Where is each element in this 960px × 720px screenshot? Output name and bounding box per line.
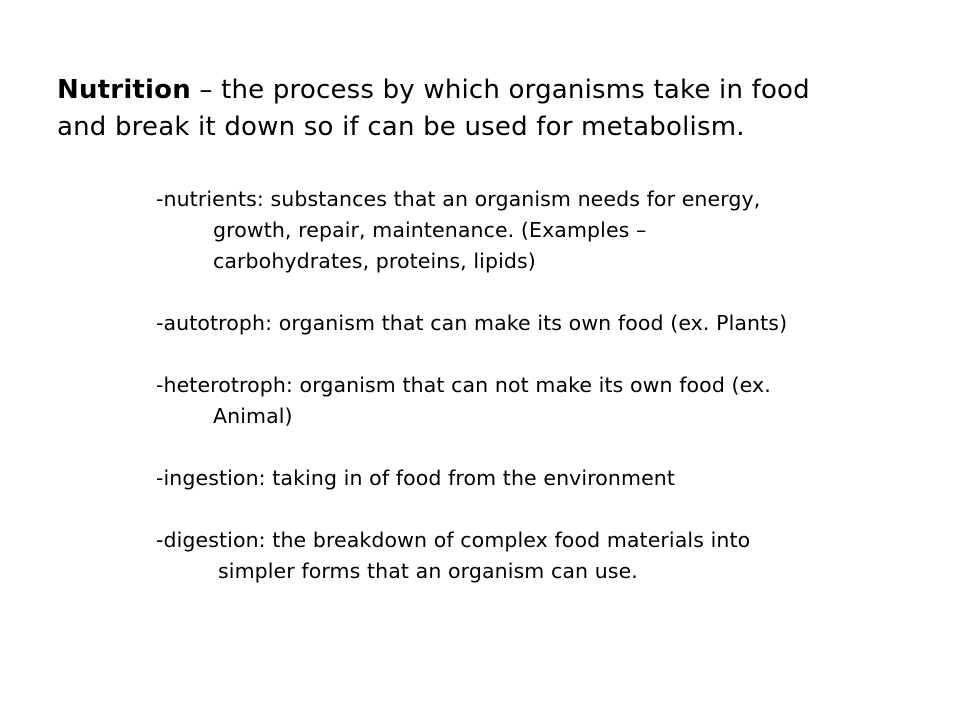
definition-text-line-1: – the process by which organisms take in food (190, 75, 810, 105)
definition-line: -ingestion: taking in of food from the environment (156, 466, 676, 490)
definition-line: simpler forms that an organism can use. (218, 559, 638, 583)
nutrition-definition (57, 72, 937, 146)
definition-text-line-2: and break it down so if can be used for metabolism. (57, 112, 745, 142)
definitions-list (156, 184, 946, 618)
definition-digestion (156, 525, 946, 587)
definition-ingestion (156, 463, 946, 494)
definition-line: -autotroph: organism that can make its own food (ex. Plants) (156, 311, 788, 335)
term-nutrition: Nutrition (57, 75, 191, 105)
definition-nutrients (156, 184, 946, 277)
definition-line: carbohydrates, proteins, lipids) (213, 249, 536, 273)
definition-line: -nutrients: substances that an organism needs for energy, (156, 187, 761, 211)
definition-line: -digestion: the breakdown of complex food materials into (156, 528, 751, 552)
definition-heterotroph (156, 370, 946, 432)
definition-line: -heterotroph: organism that can not make its own food (ex. (156, 373, 771, 397)
definition-line: Animal) (213, 404, 293, 428)
definition-line: growth, repair, maintenance. (Examples – (213, 218, 647, 242)
definition-autotroph (156, 308, 946, 339)
